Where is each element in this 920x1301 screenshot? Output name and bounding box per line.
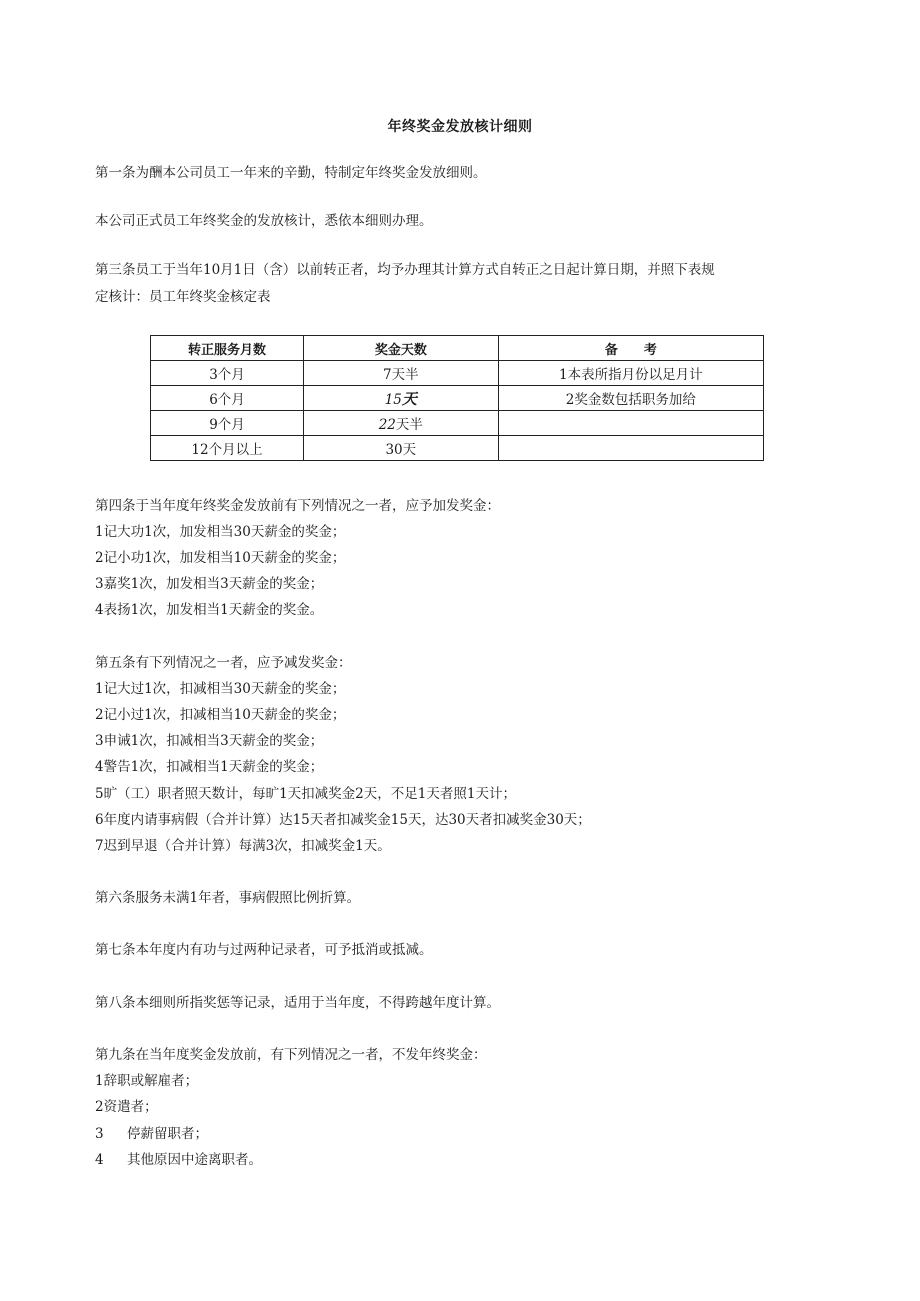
article-3-line-1: 第三条员工于当年10月1日（含）以前转正者，均予办理其计算方式自转正之日起计算日期，并照下表规 — [95, 262, 715, 278]
bonus-table — [150, 335, 764, 461]
cell-note — [498, 411, 763, 436]
cell-days-unit: 天 — [401, 389, 417, 408]
item-number: 3 — [95, 1126, 104, 1142]
item-text: 资遣者； — [103, 1099, 158, 1115]
cell-days-number: 15 — [384, 391, 402, 408]
table-row — [151, 361, 764, 386]
cell-months: 12个月以上 — [151, 436, 304, 461]
article-9-item — [95, 1125, 208, 1143]
article-4-item: 3嘉奖1次，加发相当3天薪金的奖金； — [95, 576, 324, 592]
cell-days — [303, 411, 498, 436]
cell-months: 9个月 — [151, 411, 304, 436]
cell-days-unit: 天半 — [395, 417, 423, 433]
article-5-item: 7迟到早退（合并计算）每满3次，扣减奖金1天。 — [95, 838, 391, 854]
table-row — [151, 436, 764, 461]
item-text: 其他原因中途离职者。 — [127, 1152, 262, 1168]
cell-note: 2奖金数包括职务加给 — [498, 386, 763, 411]
item-number: 4 — [95, 1152, 104, 1168]
article-5-item: 1记大过1次，扣减相当30天薪金的奖金； — [95, 681, 346, 697]
cell-days-number: 22 — [378, 417, 396, 433]
article-3-line-2: 定核计：员工年终奖金核定表 — [95, 289, 271, 305]
item-text: 停薪留职者； — [127, 1126, 208, 1142]
article-9-item — [95, 1098, 158, 1116]
cell-months: 3个月 — [151, 361, 304, 386]
article-1: 第一条为酬本公司员工一年来的辛勤，特制定年终奖金发放细则。 — [95, 165, 487, 181]
article-8: 第八条本细则所指奖惩等记录，适用于当年度，不得跨越年度计算。 — [95, 995, 500, 1011]
article-7: 第七条本年度内有功与过两种记录者，可予抵消或抵减。 — [95, 942, 433, 958]
document-title: 年终奖金发放核计细则 — [387, 119, 533, 135]
article-4-item: 4表扬1次，加发相当1天薪金的奖金。 — [95, 602, 324, 618]
article-5-item: 2记小过1次，扣减相当10天薪金的奖金； — [95, 707, 346, 723]
article-5-item: 4警告1次，扣减相当1天薪金的奖金； — [95, 759, 324, 775]
header-days: 奖金天数 — [303, 336, 498, 361]
cell-days: 7天半 — [303, 361, 498, 386]
article-5-item: 6年度内请事病假（合并计算）达15天者扣减奖金15天，达30天者扣减奖金30天； — [95, 812, 591, 828]
article-5-heading: 第五条有下列情况之一者，应予减发奖金： — [95, 655, 352, 671]
article-4-heading: 第四条于当年度年终奖金发放前有下列情况之一者，应予加发奖金： — [95, 498, 500, 514]
article-5-item: 5旷（工）职者照天数计，每旷1天扣减奖金2天，不足1天者照1天计； — [95, 786, 516, 802]
article-9-item — [95, 1151, 262, 1169]
item-number: 1 — [95, 1073, 104, 1089]
cell-months: 6个月 — [151, 386, 304, 411]
article-9-heading: 第九条在当年度奖金发放前，有下列情况之一者，不发年终奖金： — [95, 1047, 487, 1063]
cell-days: 30天 — [303, 436, 498, 461]
header-months: 转正服务月数 — [151, 336, 304, 361]
item-text: 辞职或解雇者； — [103, 1073, 199, 1089]
article-4-item: 2记小功1次，加发相当10天薪金的奖金； — [95, 550, 346, 566]
article-9-item — [95, 1072, 198, 1090]
cell-note: 1本表所指月份以足月计 — [498, 361, 763, 386]
article-6: 第六条服务未满1年者，事病假照比例折算。 — [95, 890, 361, 906]
article-5-item: 3申诫1次，扣减相当3天薪金的奖金； — [95, 733, 324, 749]
article-2: 本公司正式员工年终奖金的发放核计，悉依本细则办理。 — [95, 213, 433, 229]
table-header-row — [151, 336, 764, 361]
item-number: 2 — [95, 1099, 104, 1115]
table-row — [151, 386, 764, 411]
article-4-item: 1记大功1次，加发相当30天薪金的奖金； — [95, 524, 346, 540]
cell-days — [303, 386, 498, 411]
table-row — [151, 411, 764, 436]
header-notes: 备 考 — [498, 336, 763, 361]
cell-note — [498, 436, 763, 461]
